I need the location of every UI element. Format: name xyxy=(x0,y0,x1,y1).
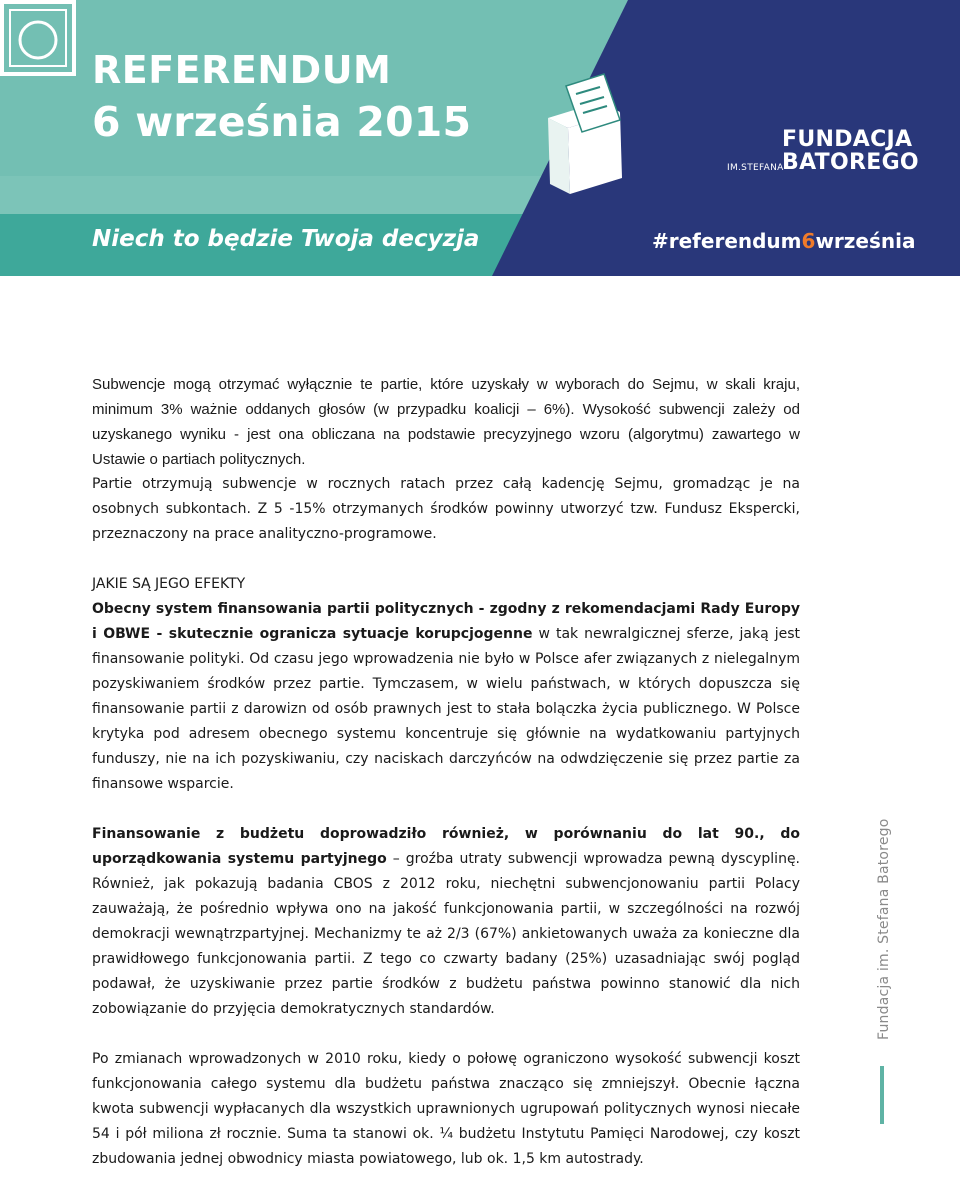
sidebar-foundation-label: Fundacja im. Stefana Batorego xyxy=(876,818,892,1040)
section-heading-effects: JAKIE SĄ JEGO EFEKTY xyxy=(92,576,246,592)
logo-text-line-1: FUNDACJA xyxy=(782,127,913,152)
logo-text-small: IM.STEFANA xyxy=(727,163,784,173)
effects-text: w tak newralgicznej sferze, jaką jest finansowanie polityki. Od czasu jego wprowadzenia nie było w Polsce afer związanych z nielegalnym pozyskiwaniem środków przez partie. Tymczasem, w wielu państwach, w których dopuszcza się finansowanie partii z darowizn od osób prawnych jest to stała bolączka życia publicznego. W Polsce krytyka pod adresem obecnego systemu koncentruje się głównie na wydatkowaniu partyjnych funduszy, nie na ich pozyskiwaniu, czy naciskach darczyńców na odwdzięczenie się przez partie za finansowe wsparcie. xyxy=(92,626,800,792)
party-system-bold-lead: Finansowanie z budżetu doprowadziło również, w porównaniu do lat 90., do uporządkowania systemu partyjnego xyxy=(92,826,800,867)
paragraph-effects xyxy=(92,597,800,797)
paragraph-costs: Po zmianach wprowadzonych w 2010 roku, kiedy o połowę ograniczono wysokość subwencji koszt funkcjonowania całego systemu dla budżetu państwa znacząco się zmniejszył. Obecnie łączna kwota subwencji wypłacanych dla wszystkich uprawnionych ugrupowań politycznych wynosi niecałe 54 i pół miliona zł rocznie. Suma ta stanowi ok. ¼ budżetu Instytutu Pamięci Narodowej, czy koszt zbudowania jednej obwodnicy miasta powiatowego, lub ok. 1,5 km autostrady. xyxy=(92,1051,800,1167)
banner-hashtag[interactable] xyxy=(652,227,915,255)
paragraph-party-system xyxy=(92,822,800,1022)
sidebar-accent-bar xyxy=(880,1066,884,1124)
logo-text-line-2: BATOREGO xyxy=(782,150,919,175)
hashtag-accent: 6 xyxy=(801,229,816,253)
banner-slogan: Niech to będzie Twoja decyzja xyxy=(92,226,480,252)
banner-title: REFERENDUM xyxy=(92,48,392,92)
hashtag-part-2: września xyxy=(815,229,916,253)
paragraph-subsidy-rules: Subwencje mogą otrzymać wyłącznie te partie, które uzyskały w wyborach do Sejmu, w skali kraju, minimum 3% ważnie oddanych głosów (w przypadku koalicji – 6%). Wysokość subwencji zależy od uzyskanego wyniku - jest ona obliczana na podstawie precyzyjnego wzoru (algorytmu) zawartego w Ustawie o partiach politycznych. xyxy=(92,376,800,468)
party-system-text: – groźba utraty subwencji wprowadza pewną dyscyplinę. Również, jak pokazują badania CBOS z 2012 roku, niechętni subwencjonowaniu partii Polacy zauważają, że pośrednio wpływa ono na jakość funkcjonowania partii, w szczególności na rozwój demokracji wewnątrzpartyjnej. Mechanizmy te aż 2/3 (67%) ankietowanych uważa za konieczne dla prawidłowego funkcjonowania partii. Z tego co czwarty badany (25%) uzasadniając swój pogląd podawał, że uzyskiwanie przez partie środków z budżetu państwa powinno stanowić dla nich zobowiązanie do przyjęcia demokratycznych standardów. xyxy=(92,851,801,1017)
document-body xyxy=(92,372,800,1172)
foundation-logo-icon xyxy=(0,0,76,76)
hashtag-part-1: #referendum xyxy=(652,229,802,253)
effects-bold-lead: Obecny system finansowania partii politycznych - zgodny z rekomendacjami Rady Europy i OBWE - skutecznie ogranicza sytuacje korupcjogenne xyxy=(92,601,800,642)
banner-date: 6 września 2015 xyxy=(92,98,472,146)
paragraph-installments: Partie otrzymują subwencje w rocznych ratach przez całą kadencję Sejmu, gromadząc je na osobnych subkontach. Z 5 -15% otrzymanych środków powinny utworzyć tzw. Fundusz Ekspercki, przeznaczony na prace analityczno-programowe. xyxy=(92,476,800,542)
header-banner xyxy=(0,0,960,276)
